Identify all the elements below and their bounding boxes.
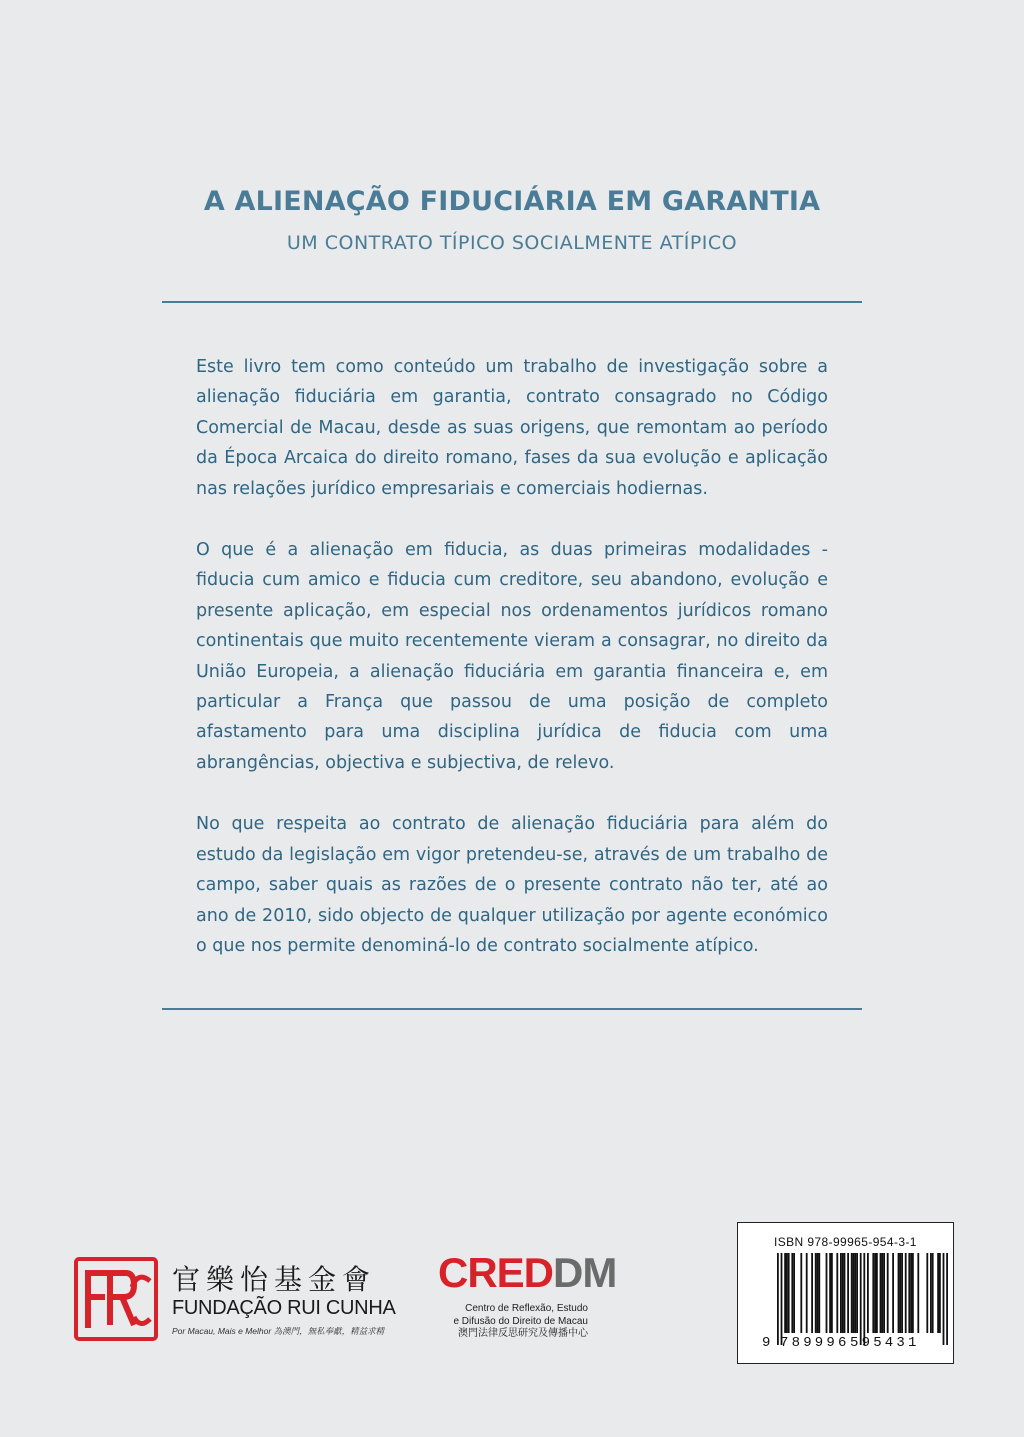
frc-tagline: Por Macau, Mais e Melhor 為澳門，無私奉獻，精益求精 bbox=[172, 1326, 385, 1336]
creddm-logo-red: CRED bbox=[438, 1249, 554, 1296]
barcode-bar bbox=[815, 1253, 817, 1333]
creddm-subtitle-chinese: 澳門法律反思研究及傳播中心 bbox=[458, 1328, 588, 1339]
synopsis-paragraph-2: O que é a alienação em fiducia, as duas primeiras modalidades - fiducia cum amico e fiducia cum creditore, seu abandono, evolução e presente aplicação, em especial nos ordenamentos jurídicos romano continentais que muito recentemente vieram a consagrar, no direito da União Europeia, a alienação fiduciária em garantia financeira e, em particular a França que passou de uma posição de completo afastamento para uma disciplina jurídica de fiducia com uma abrangências, objectiva e subjectiva, de relevo. bbox=[196, 540, 828, 773]
barcode-bar bbox=[883, 1253, 885, 1333]
barcode-bar bbox=[800, 1253, 802, 1333]
barcode-bar bbox=[791, 1253, 793, 1333]
isbn-digit-group-2: 595431 bbox=[850, 1335, 920, 1351]
isbn-box bbox=[737, 1222, 954, 1364]
barcode-bar bbox=[917, 1253, 919, 1333]
isbn-digit-first: 9 bbox=[762, 1335, 771, 1351]
creddm-subtitle-line-1: Centro de Reflexão, Estudo bbox=[465, 1303, 588, 1314]
isbn-digit-group-1: 789996 bbox=[780, 1335, 850, 1351]
synopsis-paragraph-3: No que respeita ao contrato de alienação fiduciária para além do estudo da legislação em vigor pretendeu-se, através de um trabalho de campo, saber quais as razões de o presente contrato não ter, até ao ano de 2010, sido objecto de qualquer utilização por agente económico o que nos permite denominá-lo de contrato socialmente atípico. bbox=[196, 814, 828, 956]
barcode-bar bbox=[943, 1253, 945, 1345]
bottom-divider bbox=[162, 1008, 862, 1010]
barcode-bar bbox=[926, 1253, 928, 1333]
barcode-bar bbox=[910, 1253, 912, 1333]
barcode-bar bbox=[811, 1253, 813, 1333]
barcode-bar bbox=[826, 1253, 828, 1333]
frc-logo-icon bbox=[74, 1257, 158, 1341]
barcode-bar bbox=[781, 1253, 783, 1345]
creddm-logo-grey: DM bbox=[553, 1249, 617, 1296]
barcode-bar bbox=[847, 1253, 849, 1333]
barcode-bar bbox=[836, 1253, 838, 1333]
frc-name: FUNDAÇÃO RUI CUNHA bbox=[172, 1297, 396, 1319]
barcode-bar bbox=[863, 1253, 865, 1345]
barcode-bar bbox=[867, 1253, 869, 1333]
barcode-bar bbox=[905, 1253, 907, 1333]
barcode-bar bbox=[854, 1253, 856, 1333]
barcode-bar bbox=[853, 1253, 855, 1333]
barcode-bar bbox=[912, 1253, 914, 1333]
barcode-bar bbox=[887, 1253, 889, 1333]
isbn-digits bbox=[738, 1335, 955, 1351]
barcode-bar bbox=[930, 1253, 932, 1333]
barcode-bar bbox=[881, 1253, 883, 1333]
barcode-bar bbox=[937, 1253, 939, 1333]
synopsis-paragraph-1: Este livro tem como conteúdo um trabalho de investigação sobre a alienação fiduciária em garantia, contrato consagrado no Código Comercial de Macau, desde as suas origens, que remontam ao período da Época Arcaica do direito romano, fases da sua evolução e aplicação nas relações jurídico empresariais e comerciais hodiernas. bbox=[196, 357, 828, 499]
frc-chinese-name: 官樂怡基金會 bbox=[172, 1263, 377, 1296]
barcode-bar bbox=[844, 1253, 846, 1333]
synopsis bbox=[196, 352, 828, 992]
barcode-bar bbox=[840, 1253, 842, 1333]
book-title: A ALIENAÇÃO FIDUCIÁRIA EM GARANTIA bbox=[203, 186, 821, 217]
creddm-logo bbox=[438, 1249, 617, 1296]
barcode-bar bbox=[898, 1253, 900, 1333]
isbn-label: ISBN 978-99965-954-3-1 bbox=[774, 1235, 917, 1249]
barcode-bar bbox=[892, 1253, 894, 1333]
barcode-bar bbox=[899, 1253, 901, 1333]
creddm-subtitle bbox=[438, 1303, 588, 1341]
creddm-subtitle-line-2: e Difusão do Direito de Macau bbox=[453, 1315, 588, 1327]
barcode-bar bbox=[851, 1253, 853, 1333]
barcode-bar bbox=[793, 1253, 795, 1333]
barcode-bar bbox=[817, 1253, 819, 1333]
barcode-bar bbox=[860, 1253, 862, 1345]
barcode-bar bbox=[856, 1253, 858, 1333]
barcode-bar bbox=[788, 1253, 790, 1333]
barcode-bar bbox=[880, 1253, 882, 1333]
barcode-bar bbox=[876, 1253, 878, 1333]
barcode-bar bbox=[939, 1253, 941, 1333]
book-subtitle: UM CONTRATO TÍPICO SOCIALMENTE ATÍPICO bbox=[286, 232, 738, 254]
top-divider bbox=[162, 301, 862, 303]
barcode-bar bbox=[831, 1253, 833, 1333]
barcode-bar bbox=[842, 1253, 844, 1333]
barcode-bar bbox=[806, 1253, 808, 1333]
barcode-bar bbox=[908, 1253, 910, 1333]
barcode-bar bbox=[872, 1253, 874, 1333]
barcode-bar bbox=[818, 1253, 820, 1333]
barcode-bar bbox=[901, 1253, 903, 1333]
barcode-bar bbox=[932, 1253, 934, 1333]
barcode-bar bbox=[786, 1253, 788, 1333]
barcode-bar bbox=[829, 1253, 831, 1333]
barcode-bar bbox=[946, 1253, 948, 1345]
barcode-bar bbox=[784, 1253, 786, 1333]
barcode-bar bbox=[777, 1253, 779, 1345]
barcode-bar bbox=[874, 1253, 876, 1333]
